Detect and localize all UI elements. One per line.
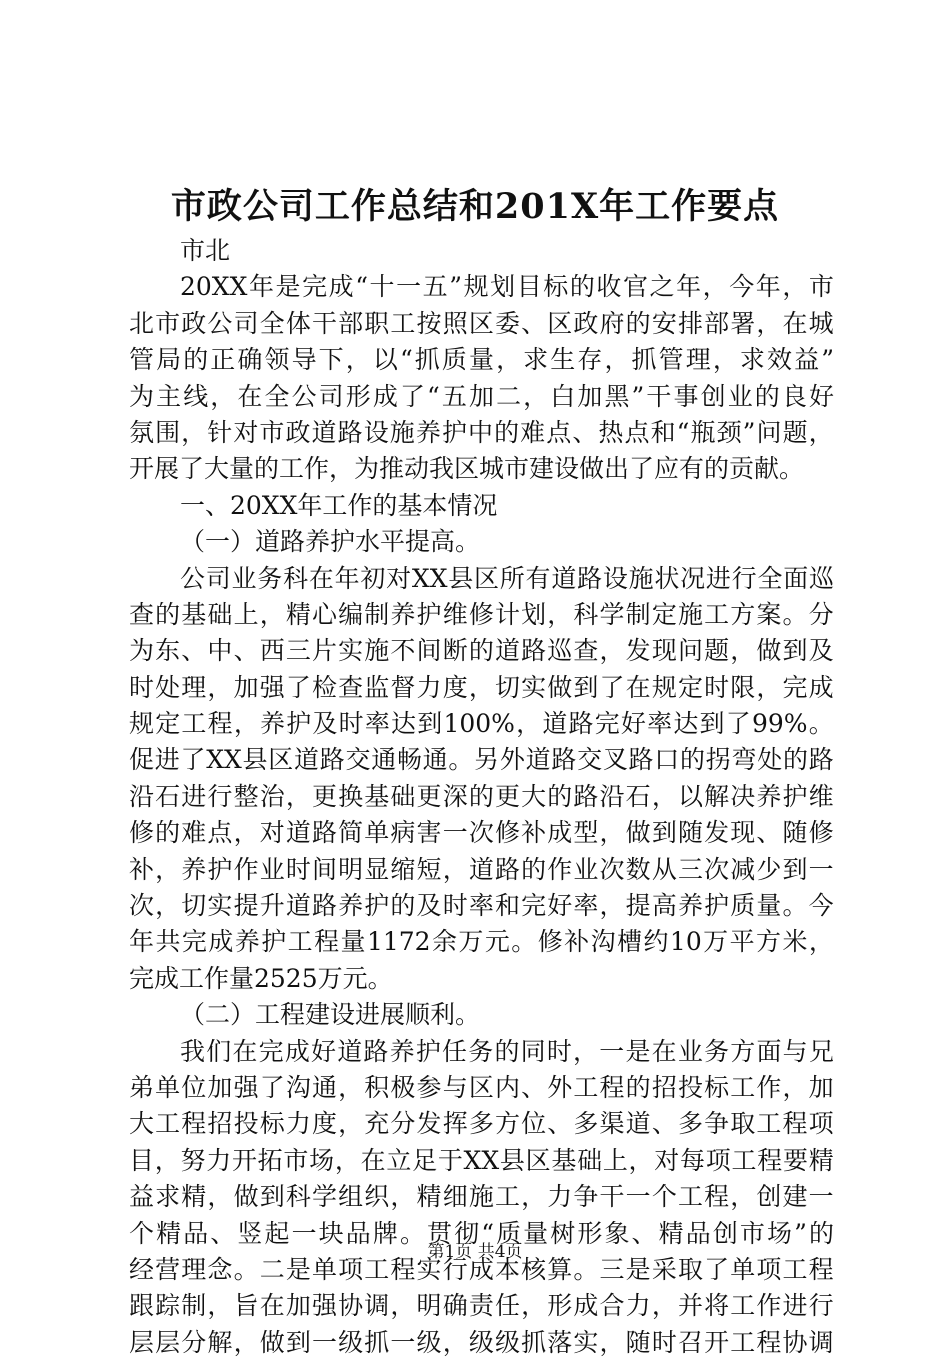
text-line: 为 主 线 ， 在 全 公 司 形 成 了 “ 五 加 二 ， 白 加 黑 ” 干 事 创 业 的 良 好 — [129, 381, 834, 411]
text-line: 次 ， 切 实 提 升 道 路 养 护 的 及 时 率 和 完 好 率 ， 提 高 养 护 质 量 。 今 — [129, 891, 834, 921]
text-line: 时 处 理 ， 加 强 了 检 查 监 督 力 度 ， 切 实 做 到 了 在 规 定 时 限 ， 完 成 — [129, 672, 834, 702]
text-line: 层 层 分 解 ， 做 到 一 级 抓 一 级 ， 级 级 抓 落 实 ， 随 时 召 开 工 程 协 调 — [129, 1327, 834, 1357]
text-line: 氛 围 ， 针 对 市 政 道 路 设 施 养 护 中 的 难 点 、 热 点 和 “ 瓶 颈 ” 问 题 ， — [129, 417, 834, 447]
text-line: 20XX 年 是 完 成 “ 十 一 五 ” 规 划 目 标 的 收 官 之 年 ， 今 年 ， 市 — [180, 272, 834, 302]
text-line: 个 精 品 、 竖 起 一 块 品 牌 。 贯 彻 “ 质 量 树 形 象 、 精 品 创 市 场 ” 的 — [129, 1218, 834, 1248]
text-line: 公 司 业 务 科 在 年 初 对 XX 县 区 所 有 道 路 设 施 状 况 进 行 全 面 巡 — [180, 563, 834, 593]
text-line: 北 市 政 公 司 全 体 干 部 职 工 按 照 区 委 、 区 政 府 的 安 排 部 署 ， 在 城 — [129, 308, 834, 338]
text-line: 一、20XX年工作的基本情况 — [180, 490, 498, 520]
text-line: 年 共 完 成 养 护 工 程 量 1172 余 万 元 。 修 补 沟 槽 约 10 万 平 方 米 ， — [129, 927, 834, 957]
text-line: 完成工作量2525万元。 — [129, 963, 393, 993]
text-line: 查 的 基 础 上 ， 精 心 编 制 养 护 维 修 计 划 ， 科 学 制 定 施 工 方 案 。 分 — [129, 599, 834, 629]
text-line: 修 的 难 点 ， 对 道 路 简 单 病 害 一 次 修 补 成 型 ， 做 到 随 发 现 、 随 修 — [129, 818, 834, 848]
document-title: 市政公司工作总结和201X年工作要点 — [170, 186, 780, 227]
text-line: 跟 踪 制 ， 旨 在 加 强 协 调 ， 明 确 责 任 ， 形 成 合 力 ， 并 将 工 作 进 行 — [129, 1291, 834, 1321]
text-line: 开展了大量的工作，为推动我区城市建设做出了应有的贡献。 — [129, 454, 805, 484]
page-footer: 第1页 共4页 — [427, 1242, 523, 1262]
text-line: 弟 单 位 加 强 了 沟 通 ， 积 极 参 与 区 内 、 外 工 程 的 招 投 标 工 作 ， 加 — [129, 1072, 834, 1102]
text-line: 沿 石 进 行 整 治 ， 更 换 基 础 更 深 的 更 大 的 路 沿 石 ， 以 解 决 养 护 维 — [129, 781, 834, 811]
text-line: 我 们 在 完 成 好 道 路 养 护 任 务 的 同 时 ， 一 是 在 业 务 方 面 与 兄 — [180, 1036, 834, 1066]
text-line: （二）工程建设进展顺利。 — [180, 1000, 481, 1030]
text-line: 规 定 工 程 ， 养 护 及 时 率 达 到 100% ， 道 路 完 好 率 达 到 了 99% 。 — [129, 709, 834, 739]
text-line: 益 求 精 ， 做 到 科 学 组 织 ， 精 细 施 工 ， 力 争 干 一 个 工 程 ， 创 建 一 — [129, 1182, 834, 1212]
text-line: 为 东 、 中 、 西 三 片 实 施 不 间 断 的 道 路 巡 查 ， 发 现 问 题 ， 做 到 及 — [129, 636, 834, 666]
text-line: （一）道路养护水平提高。 — [180, 527, 481, 557]
text-line: 大 工 程 招 投 标 力 度 ， 充 分 发 挥 多 方 位 、 多 渠 道 、 多 争 取 工 程 项 — [129, 1109, 834, 1139]
text-line: 补 ， 养 护 作 业 时 间 明 显 缩 短 ， 道 路 的 作 业 次 数 从 三 次 减 少 到 一 — [129, 854, 834, 884]
text-line: 市北 — [180, 236, 231, 265]
document-body — [129, 233, 834, 1361]
text-line: 促 进 了 XX 县 区 道 路 交 通 畅 通 。 另 外 道 路 交 叉 路 口 的 拐 弯 处 的 路 — [129, 745, 834, 775]
text-line: 经 营 理 念 。 二 是 单 项 工 程 实 行 成 本 核 算 。 三 是 采 取 了 单 项 工 程 — [129, 1254, 834, 1284]
text-line: 管 局 的 正 确 领 导 下 ， 以 “ 抓 质 量 ， 求 生 存 ， 抓 管 理 ， 求 效 益 ” — [129, 345, 834, 375]
text-line: 目 ， 努 力 开 拓 市 场 ， 在 立 足 于 XX 县 区 基 础 上 ， 对 每 项 工 程 要 精 — [129, 1145, 834, 1175]
